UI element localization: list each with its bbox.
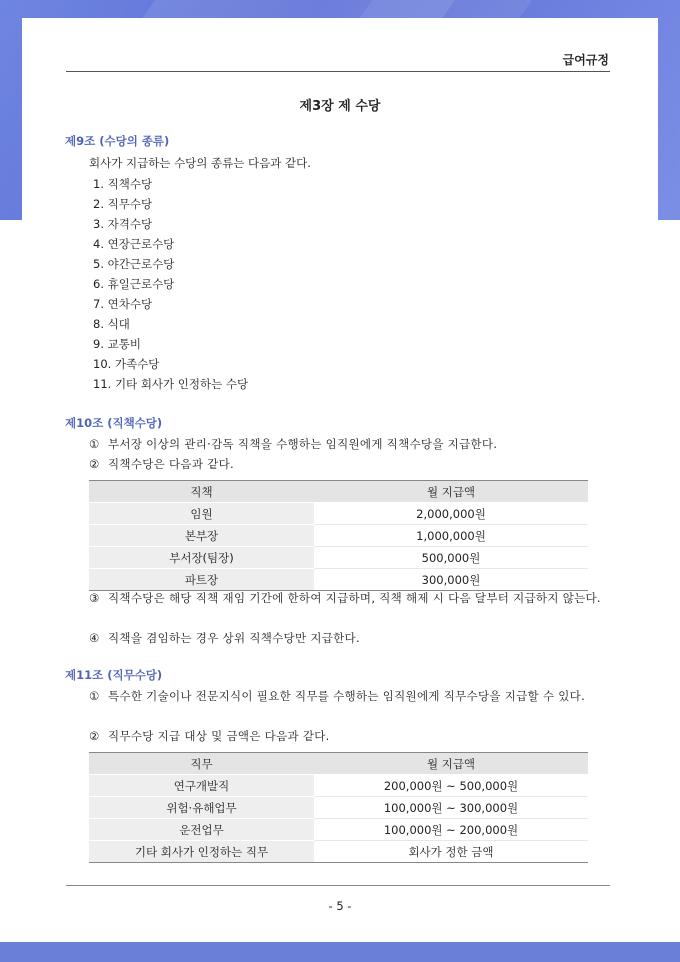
table-row [89,547,588,569]
paragraph-text: 직책수당은 다음과 같다. [108,457,234,471]
article-10-paragraph-4 [89,628,612,648]
table-cell: 300,000원 [314,569,588,591]
table-header-row [89,481,588,503]
paragraph-number: ③ [89,591,100,605]
table-cell: 임원 [89,503,314,525]
list-item: 5. 야간근로수당 [93,257,175,271]
table-cell: 본부장 [89,525,314,547]
column-header: 직무 [89,753,314,775]
page-number: - 5 - [328,899,352,913]
article-10-paragraph-3 [89,588,612,608]
list-item: 11. 기타 회사가 인정하는 수당 [93,377,249,391]
paragraph-number: ② [89,729,100,743]
article-11-paragraph-1 [89,686,612,706]
table-cell: 운전업무 [89,819,314,841]
document-page [22,18,658,942]
column-header: 월 지급액 [314,481,588,503]
list-item: 4. 연장근로수당 [93,237,175,251]
article-10-paragraph-1 [89,434,612,454]
header-rule [66,71,610,72]
table-cell: 기타 회사가 인정하는 직무 [89,841,314,863]
article-11-title: 제11조 (직무수당) [65,668,163,682]
column-header: 월 지급액 [314,753,588,775]
table-cell: 파트장 [89,569,314,591]
list-item: 6. 휴일근로수당 [93,277,175,291]
paragraph-text: 특수한 기술이나 전문지식이 필요한 직무를 수행하는 임직원에게 직무수당을 지급할 수 있다. [108,689,586,703]
job-allowance-table [89,752,588,863]
column-header: 직책 [89,481,314,503]
list-item: 8. 식대 [93,317,130,331]
table-cell: 연구개발직 [89,775,314,797]
article-10-title: 제10조 (직책수당) [65,416,163,430]
list-item: 7. 연차수당 [93,297,153,311]
article-9-title: 제9조 (수당의 종류) [65,134,170,148]
list-item: 1. 직책수당 [93,177,153,191]
paragraph-text: 부서장 이상의 관리·감독 직책을 수행하는 임직원에게 직책수당을 지급한다. [108,437,498,451]
paragraph-number: ④ [89,631,100,645]
footer-rule [66,885,610,886]
list-item: 2. 직무수당 [93,197,153,211]
paragraph-text: 직책을 겸임하는 경우 상위 직책수당만 지급한다. [108,631,360,645]
list-item: 10. 가족수당 [93,357,160,371]
table-cell: 1,000,000원 [314,525,588,547]
table-row [89,819,588,841]
paragraph-number: ② [89,457,100,471]
table-cell: 부서장(팀장) [89,547,314,569]
table-header-row [89,753,588,775]
table-row [89,503,588,525]
table-row [89,841,588,863]
article-9-intro: 회사가 지급하는 수당의 종류는 다음과 같다. [89,156,311,170]
paragraph-text: 직무수당 지급 대상 및 금액은 다음과 같다. [108,729,330,743]
table-cell: 200,000원 ~ 500,000원 [314,775,588,797]
chapter-title: 제3장 제 수당 [299,99,381,114]
table-cell: 2,000,000원 [314,503,588,525]
article-11-paragraph-2 [89,726,612,746]
paragraph-text: 직책수당은 해당 직책 재임 기간에 한하여 지급하며, 직책 해제 시 다음 달부터 지급하지 않는다. [108,591,601,605]
position-allowance-table [89,480,588,591]
article-10-paragraph-2 [89,454,612,474]
paragraph-number: ① [89,437,100,451]
header-title: 급여규정 [562,53,609,67]
list-item: 9. 교통비 [93,337,141,351]
table-row [89,775,588,797]
table-row [89,797,588,819]
background-bottom [0,942,680,962]
paragraph-number: ① [89,689,100,703]
table-cell: 위험·유해업무 [89,797,314,819]
table-cell: 100,000원 ~ 300,000원 [314,797,588,819]
table-cell: 500,000원 [314,547,588,569]
list-item: 3. 자격수당 [93,217,153,231]
table-row [89,525,588,547]
table-cell: 회사가 정한 금액 [314,841,588,863]
table-cell: 100,000원 ~ 200,000원 [314,819,588,841]
